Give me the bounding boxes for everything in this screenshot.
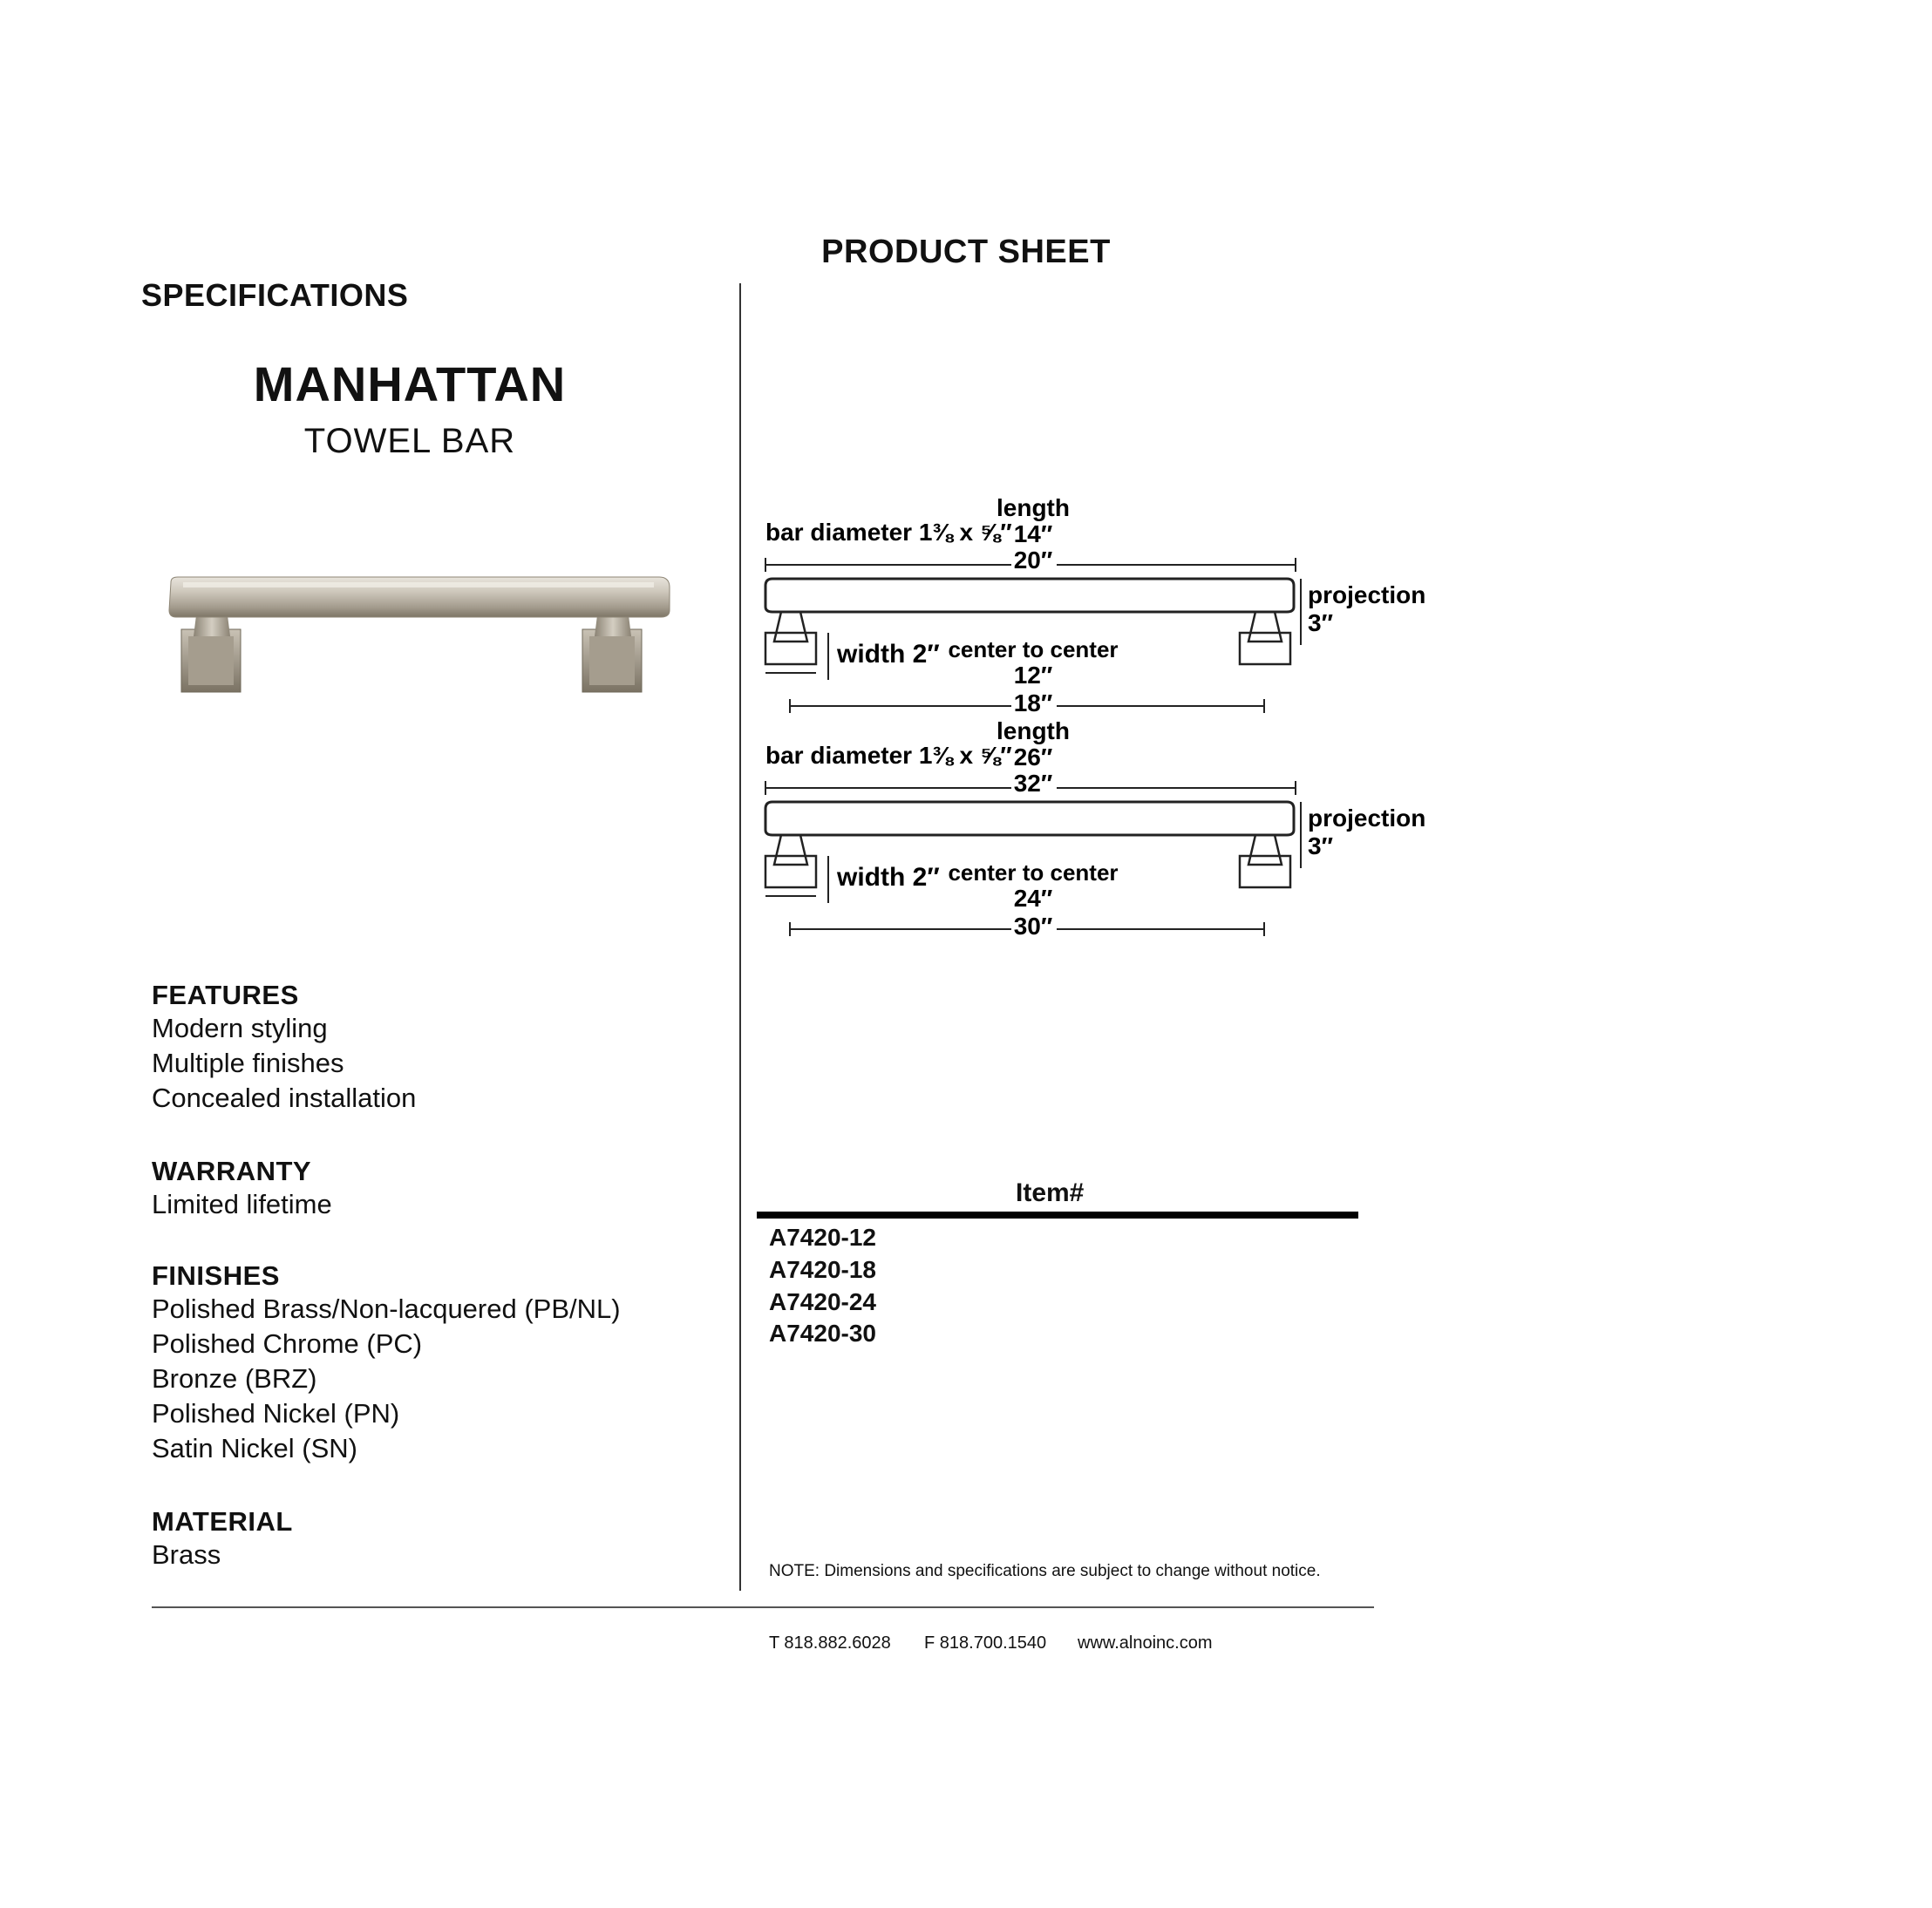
sku-item: A7420-30 (769, 1320, 876, 1347)
warranty-heading: WARRANTY (152, 1156, 312, 1186)
bottom-length-label: length (997, 717, 1070, 744)
top-length-label: length (997, 494, 1070, 521)
item-number-heading: Item# (1016, 1178, 1085, 1207)
material-heading: MATERIAL (152, 1506, 293, 1537)
product-sheet-heading: PRODUCT SHEET (821, 234, 1111, 270)
finishes-item: Polished Nickel (PN) (152, 1398, 400, 1429)
disclaimer-note: NOTE: Dimensions and specifications are subject to change without notice. (769, 1562, 1321, 1580)
bottom-bar-diameter: bar diameter 1⅜ x ⅝″ (765, 742, 1012, 769)
features-item: Concealed installation (152, 1083, 417, 1113)
bottom-length-value: 26″ (1013, 744, 1053, 771)
item-heading-rule (757, 1212, 1358, 1219)
bottom-ctc-label: center to center (948, 859, 1119, 886)
features-item: Multiple finishes (152, 1048, 344, 1078)
sku-item: A7420-12 (769, 1224, 876, 1251)
specifications-heading: SPECIFICATIONS (141, 277, 409, 313)
finishes-item: Satin Nickel (SN) (152, 1433, 357, 1463)
material-item: Brass (152, 1539, 221, 1570)
features-section (152, 980, 416, 1116)
finishes-item: Bronze (BRZ) (152, 1363, 317, 1394)
footer-phone: T 818.882.6028 (769, 1633, 891, 1653)
towel-bar-image (157, 567, 680, 697)
product-type: TOWEL BAR (303, 422, 516, 460)
dimension-diagram (750, 488, 1426, 959)
bottom-overall-value: 32″ (1013, 770, 1053, 797)
bottom-projection-value: 3″ (1308, 832, 1333, 859)
diagram-top (765, 494, 1425, 716)
top-width: width 2″ (837, 640, 940, 669)
top-bar-diameter: bar diameter 1⅜ x ⅝″ (765, 519, 1012, 546)
top-projection-label: projection (1308, 581, 1426, 608)
bottom-width: width 2″ (837, 863, 940, 892)
bottom-ctc-value: 24″ (1013, 885, 1053, 912)
column-divider (739, 283, 741, 1591)
features-item: Modern styling (152, 1013, 328, 1043)
top-ctc-overall: 18″ (1013, 689, 1053, 716)
top-length-value: 14″ (1013, 520, 1053, 547)
footer-website[interactable]: www.alnoinc.com (1078, 1633, 1213, 1653)
finishes-heading: FINISHES (152, 1260, 280, 1291)
features-heading: FEATURES (152, 980, 299, 1010)
top-overall-value: 20″ (1013, 547, 1053, 574)
sku-item: A7420-18 (769, 1256, 876, 1283)
finishes-item: Polished Chrome (PC) (152, 1328, 423, 1359)
top-ctc-value: 12″ (1013, 662, 1053, 689)
warranty-item: Limited lifetime (152, 1189, 332, 1219)
material-section (152, 1506, 293, 1572)
footer-divider (152, 1606, 1374, 1608)
sku-item: A7420-24 (769, 1288, 876, 1315)
finishes-section (152, 1260, 621, 1466)
bottom-projection-label: projection (1308, 805, 1426, 832)
diagram-bottom (765, 717, 1425, 940)
warranty-section (152, 1156, 332, 1222)
bottom-ctc-overall: 30″ (1013, 913, 1053, 940)
product-name: MANHATTAN (253, 356, 567, 411)
top-ctc-label: center to center (948, 636, 1119, 662)
top-projection-value: 3″ (1308, 609, 1333, 636)
finishes-item: Polished Brass/Non-lacquered (PB/NL) (152, 1294, 621, 1324)
footer-fax: F 818.700.1540 (924, 1633, 1047, 1653)
